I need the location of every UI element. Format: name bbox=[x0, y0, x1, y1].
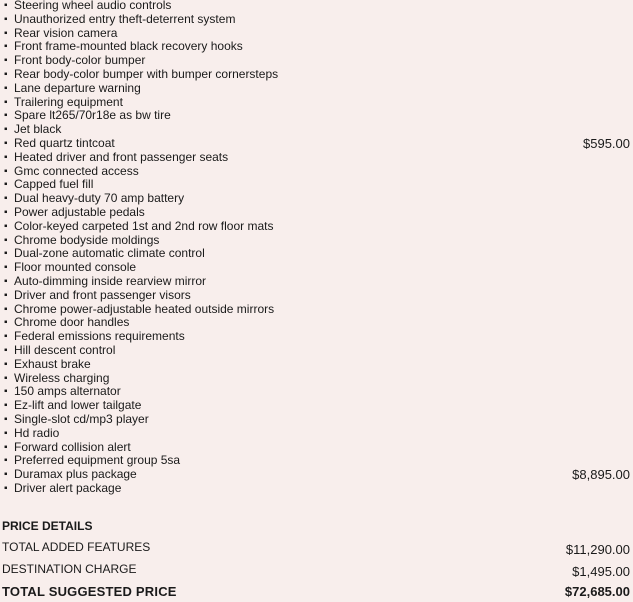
bullet-icon: ▪ bbox=[4, 275, 8, 287]
feature-label: Trailering equipment bbox=[14, 94, 123, 109]
feature-label: Gmc connected access bbox=[14, 163, 139, 178]
feature-label: Preferred equipment group 5sa bbox=[14, 453, 181, 468]
feature-list-item bbox=[0, 454, 633, 468]
feature-label: Driver and front passenger visors bbox=[14, 287, 191, 302]
bullet-icon: ▪ bbox=[4, 262, 8, 274]
feature-list-item bbox=[0, 82, 633, 96]
feature-label: Duramax plus package bbox=[14, 467, 137, 482]
bullet-icon: ▪ bbox=[4, 165, 8, 177]
feature-list-item bbox=[0, 344, 633, 358]
feature-list-item bbox=[0, 468, 633, 482]
feature-list-item bbox=[0, 165, 633, 179]
bullet-icon: ▪ bbox=[4, 441, 8, 453]
feature-list-item bbox=[0, 109, 633, 123]
feature-label: Federal emissions requirements bbox=[14, 329, 185, 344]
feature-label: Single-slot cd/mp3 player bbox=[14, 411, 149, 426]
bullet-icon: ▪ bbox=[4, 482, 8, 494]
feature-list-item bbox=[0, 192, 633, 206]
feature-list-item bbox=[0, 316, 633, 330]
feature-label: Capped fuel fill bbox=[14, 177, 94, 192]
feature-label: Chrome door handles bbox=[14, 315, 130, 330]
feature-label: Front frame-mounted black recovery hooks bbox=[14, 39, 243, 54]
feature-label: Rear vision camera bbox=[14, 25, 118, 40]
feature-list-item bbox=[0, 27, 633, 41]
feature-label: Driver alert package bbox=[14, 480, 122, 495]
feature-label: Front body-color bumper bbox=[14, 53, 146, 68]
total-suggested-price-label: TOTAL SUGGESTED PRICE bbox=[2, 584, 177, 599]
feature-list-item bbox=[0, 123, 633, 137]
feature-label: Dual-zone automatic climate control bbox=[14, 246, 205, 261]
feature-label: Chrome power-adjustable heated outside mirrors bbox=[14, 301, 275, 316]
bullet-icon: ▪ bbox=[4, 193, 8, 205]
bullet-icon: ▪ bbox=[4, 151, 8, 163]
feature-list-item bbox=[0, 385, 633, 399]
bullet-icon: ▪ bbox=[4, 400, 8, 412]
bullet-icon: ▪ bbox=[4, 220, 8, 232]
bullet-icon: ▪ bbox=[4, 234, 8, 246]
feature-list-item bbox=[0, 330, 633, 344]
feature-list-item bbox=[0, 234, 633, 248]
feature-label: 150 amps alternator bbox=[14, 384, 121, 399]
feature-list-item bbox=[0, 372, 633, 386]
bullet-icon: ▪ bbox=[4, 386, 8, 398]
bullet-icon: ▪ bbox=[4, 96, 8, 108]
bullet-icon: ▪ bbox=[4, 469, 8, 481]
feature-list-item bbox=[0, 358, 633, 372]
total-added-features-row bbox=[0, 540, 633, 556]
bullet-icon: ▪ bbox=[4, 27, 8, 39]
feature-label: Hd radio bbox=[14, 425, 60, 440]
feature-list-item bbox=[0, 96, 633, 110]
feature-label: Wireless charging bbox=[14, 370, 110, 385]
feature-label: Auto-dimming inside rearview mirror bbox=[14, 273, 207, 288]
feature-label: Spare lt265/70r18e as bw tire bbox=[14, 108, 171, 123]
feature-list-item bbox=[0, 289, 633, 303]
destination-charge-row bbox=[0, 562, 633, 578]
feature-list-item bbox=[0, 54, 633, 68]
feature-list-item bbox=[0, 151, 633, 165]
price-details-heading: PRICE DETAILS bbox=[2, 519, 93, 533]
destination-charge-label: DESTINATION CHARGE bbox=[2, 562, 137, 576]
feature-list-item bbox=[0, 220, 633, 234]
feature-label: Ez-lift and lower tailgate bbox=[14, 398, 142, 413]
bullet-icon: ▪ bbox=[4, 317, 8, 329]
destination-charge-value: $1,495.00 bbox=[572, 564, 630, 579]
feature-list-item bbox=[0, 413, 633, 427]
feature-list-item bbox=[0, 247, 633, 261]
bullet-icon: ▪ bbox=[4, 358, 8, 370]
feature-list-item bbox=[0, 399, 633, 413]
feature-list-item bbox=[0, 275, 633, 289]
bullet-icon: ▪ bbox=[4, 0, 8, 11]
feature-label: Color-keyed carpeted 1st and 2nd row floor mats bbox=[14, 218, 274, 233]
bullet-icon: ▪ bbox=[4, 68, 8, 80]
feature-list-item bbox=[0, 441, 633, 455]
feature-label: Floor mounted console bbox=[14, 260, 137, 275]
feature-label: Chrome bodyside moldings bbox=[14, 232, 160, 247]
feature-label: Rear body-color bumper with bumper cornersteps bbox=[14, 66, 279, 81]
bullet-icon: ▪ bbox=[4, 13, 8, 25]
feature-list-item bbox=[0, 206, 633, 220]
bullet-icon: ▪ bbox=[4, 206, 8, 218]
bullet-icon: ▪ bbox=[4, 179, 8, 191]
feature-list-item bbox=[0, 303, 633, 317]
feature-label: Lane departure warning bbox=[14, 80, 141, 95]
feature-label: Unauthorized entry theft-deterrent system bbox=[14, 11, 236, 26]
feature-label: Red quartz tintcoat bbox=[14, 135, 115, 150]
total-suggested-price-row bbox=[0, 584, 633, 602]
feature-label: Heated driver and front passenger seats bbox=[14, 149, 229, 164]
feature-label: Forward collision alert bbox=[14, 439, 131, 454]
feature-list-item bbox=[0, 178, 633, 192]
feature-label: Hill descent control bbox=[14, 342, 116, 357]
bullet-icon: ▪ bbox=[4, 110, 8, 122]
bullet-icon: ▪ bbox=[4, 455, 8, 467]
bullet-icon: ▪ bbox=[4, 55, 8, 67]
feature-list-item bbox=[0, 0, 633, 13]
bullet-icon: ▪ bbox=[4, 303, 8, 315]
bullet-icon: ▪ bbox=[4, 124, 8, 136]
bullet-icon: ▪ bbox=[4, 427, 8, 439]
total-suggested-price-value: $72,685.00 bbox=[564, 584, 630, 599]
bullet-icon: ▪ bbox=[4, 331, 8, 343]
bullet-icon: ▪ bbox=[4, 289, 8, 301]
bullet-icon: ▪ bbox=[4, 372, 8, 384]
feature-label: Steering wheel audio controls bbox=[14, 0, 172, 12]
feature-label: Dual heavy-duty 70 amp battery bbox=[14, 191, 185, 206]
feature-label: Exhaust brake bbox=[14, 356, 91, 371]
bullet-icon: ▪ bbox=[4, 82, 8, 94]
feature-price: $595.00 bbox=[583, 135, 630, 151]
bullet-icon: ▪ bbox=[4, 248, 8, 260]
feature-label: Power adjustable pedals bbox=[14, 204, 145, 219]
feature-list-item bbox=[0, 482, 633, 496]
feature-list-item bbox=[0, 427, 633, 441]
total-added-features-label: TOTAL ADDED FEATURES bbox=[2, 540, 151, 554]
feature-label: Jet black bbox=[14, 122, 62, 137]
feature-list-item bbox=[0, 13, 633, 27]
feature-list-item bbox=[0, 137, 633, 151]
bullet-icon: ▪ bbox=[4, 137, 8, 149]
feature-list-item bbox=[0, 68, 633, 82]
bullet-icon: ▪ bbox=[4, 344, 8, 356]
bullet-icon: ▪ bbox=[4, 413, 8, 425]
feature-list-item bbox=[0, 40, 633, 54]
feature-list-item bbox=[0, 261, 633, 275]
bullet-icon: ▪ bbox=[4, 41, 8, 53]
total-added-features-value: $11,290.00 bbox=[565, 542, 630, 557]
feature-price: $8,895.00 bbox=[572, 467, 630, 483]
